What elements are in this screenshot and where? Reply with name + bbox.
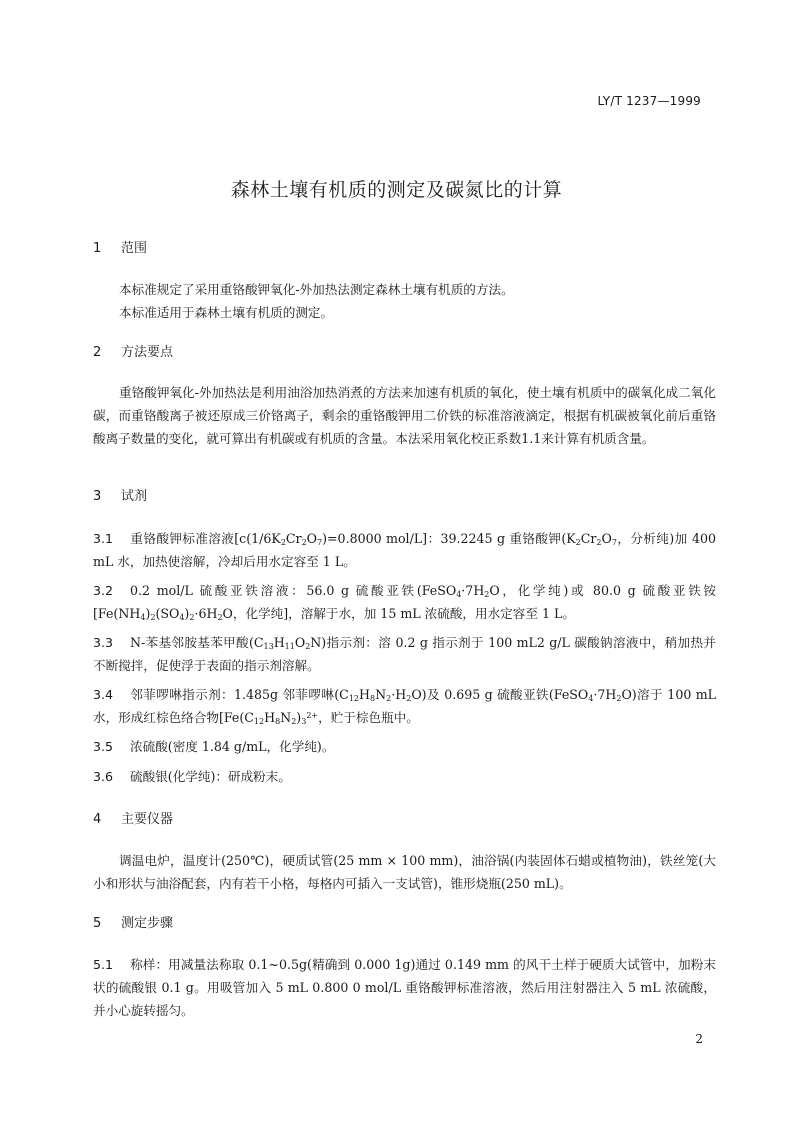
item-text: 硫酸银(化学纯)：研成粉末。 — [130, 769, 291, 784]
standard-code: LY/T 1237—1999 — [597, 94, 701, 108]
section-number: 1 — [93, 241, 102, 256]
subscript: 7 — [611, 538, 617, 547]
subscript: 11 — [284, 642, 295, 651]
item-text: H — [359, 687, 370, 702]
section-heading — [93, 811, 716, 829]
item-text: O)及 0.695 g 硫酸亚铁(FeSO — [411, 687, 589, 702]
subscript: 2 — [217, 613, 223, 622]
subscript: 2 — [386, 694, 392, 703]
item-number: 3.4 — [93, 687, 114, 702]
subscript: 2 — [301, 538, 307, 547]
section-heading — [93, 344, 716, 362]
subscript: 2 — [616, 694, 622, 703]
item-5-1 — [93, 953, 716, 1022]
item-text: ·6H — [194, 606, 218, 621]
subscript: 3 — [301, 717, 307, 726]
subscript: 4 — [179, 613, 185, 622]
paragraph-line: 本标准规定了采用重铬酸钾氧化-外加热法测定森林土壤有机质的方法。 — [119, 282, 514, 297]
section-number: 3 — [93, 489, 102, 504]
item-text: ·7H — [461, 583, 485, 598]
item-3-6 — [93, 765, 716, 788]
item-text: O — [294, 635, 306, 650]
section-1 — [93, 240, 716, 258]
subscript: 2 — [189, 613, 195, 622]
subscript: 12 — [348, 694, 360, 703]
item-text: O，化学纯)或 80.0 g 硫酸亚铁铵 [Fe(NH — [93, 583, 717, 621]
subscript: 12 — [253, 717, 265, 726]
item-number: 3.1 — [93, 531, 114, 546]
section-title: 试剂 — [121, 489, 148, 504]
item-text: ) — [184, 606, 190, 621]
item-text: 0.2 mol/L 硫酸亚铁溶液：56.0 g 硫酸亚铁(FeSO — [130, 583, 457, 598]
item-number: 3.6 — [93, 769, 114, 784]
section-number: 5 — [93, 916, 102, 931]
item-text: O — [601, 531, 612, 546]
section-4-paragraph: 调温电炉，温度计(250℃)，硬质试管(25 mm × 100 mm)，油浴锅(内装固体石蜡或植物油)，铁丝笼(大小和形状与油浴配套，内有若干小格，每格内可插入一支试管)，锥形烧瓶(250 mL)。 — [93, 853, 716, 891]
subscript: 4 — [456, 590, 462, 599]
subscript: 2 — [406, 694, 412, 703]
section-number: 4 — [93, 812, 102, 827]
subscript: 7 — [317, 538, 323, 547]
section-heading — [93, 240, 716, 258]
section-title: 方法要点 — [121, 345, 174, 360]
superscript: 2+ — [306, 711, 319, 720]
section-2 — [93, 344, 716, 362]
item-text: 邻菲啰啉指示剂：1.485g 邻菲啰啉(C — [130, 687, 349, 702]
section-number: 2 — [93, 345, 102, 360]
item-3-2 — [93, 579, 716, 625]
section-title: 范围 — [121, 241, 148, 256]
paragraph-line: 本标准适用于森林土壤有机质的测定。 — [119, 305, 334, 320]
section-heading — [93, 915, 716, 933]
subscript: 8 — [370, 694, 376, 703]
item-text: O，化学纯]，溶解于水，加 15 mL 浓硫酸，用水定容至 1 L。 — [222, 606, 575, 621]
item-text: ·H — [391, 687, 407, 702]
item-number: 3.3 — [93, 635, 114, 650]
item-3-4 — [93, 683, 716, 729]
item-text: N — [280, 710, 292, 725]
section-3 — [93, 488, 716, 506]
item-text: ，分析纯)加 400 mL 水，加热使溶解，冷却后用水定容至 1 L。 — [93, 531, 716, 569]
item-text: N — [375, 687, 387, 702]
item-text: ) — [296, 710, 302, 725]
section-1-body — [93, 278, 716, 324]
item-text: Cr — [285, 531, 302, 546]
item-text: 称样：用减量法称取 0.1~0.5g(精确到 0.000 1g)通过 0.149 mm 的风干土样于硬质大试管中，加粉末状的硫酸银 0.1 g。用吸管加入 5 mL 0.800 0 mol/L 重铬酸钾标准溶液，然后用注射器注入 5 mL 浓硫酸，并小心旋转摇匀。 — [93, 957, 716, 1018]
subscript: 2 — [596, 538, 602, 547]
section-heading — [93, 488, 716, 506]
item-number: 5.1 — [93, 957, 114, 972]
item-3-5 — [93, 735, 716, 758]
subscript: 13 — [263, 642, 274, 651]
subscript: 2 — [291, 717, 297, 726]
section-title: 主要仪器 — [121, 812, 174, 827]
item-text: N-苯基邻胺基苯甲酸(C — [130, 635, 264, 650]
section-4 — [93, 811, 716, 829]
section-2-paragraph: 重铬酸钾氧化-外加热法是利用油浴加热消煮的方法来加速有机质的氧化，使土壤有机质中的碳氧化成二氧化碳，而重铬酸离子被还原成三价铬离子，剩余的重铬酸钾用二价铁的标准溶液滴定，根据有机碳被氧化前后重铬酸离子数量的变化，就可算出有机碳或有机质的含量。本法采用氧化校正系数1.1来计算有机质含量。 — [93, 385, 716, 446]
item-3-1 — [93, 527, 716, 573]
item-text: 重铬酸钾标准溶液[c(1/6K — [130, 531, 281, 546]
subscript: 2 — [150, 613, 156, 622]
subscript: 2 — [305, 642, 311, 651]
subscript: 4 — [140, 613, 146, 622]
section-5 — [93, 915, 716, 933]
item-3-3 — [93, 631, 716, 677]
item-text: O — [306, 531, 317, 546]
document-title: 森林土壤有机质的测定及碳氮比的计算 — [230, 179, 563, 201]
item-text: N)指示剂：溶 0.2 g 指示剂于 100 mL2 g/L 碳酸钠溶液中，稍加热并不断搅拌，促使浮于表面的指示剂溶解。 — [93, 635, 716, 673]
subscript: 2 — [280, 538, 286, 547]
section-title: 测定步骤 — [121, 916, 174, 931]
item-text: ·7H — [593, 687, 617, 702]
item-text: Cr — [580, 531, 597, 546]
item-text: ) — [145, 606, 151, 621]
item-number: 3.2 — [93, 583, 114, 598]
item-text: )=0.8000 mol/L]：39.2245 g 重铬酸钾(K — [322, 531, 576, 546]
item-number: 3.5 — [93, 739, 114, 754]
item-text: H — [264, 710, 276, 725]
subscript: 4 — [588, 694, 594, 703]
subscript: 8 — [275, 717, 281, 726]
subscript: 2 — [575, 538, 581, 547]
item-text: O)溶于 100 mL 水，形成红棕色络合物[Fe(C — [93, 687, 717, 725]
subscript: 2 — [484, 590, 490, 599]
page-number: 2 — [695, 1032, 703, 1046]
item-text: 浓硫酸(密度 1.84 g/mL，化学纯)。 — [130, 739, 335, 754]
item-text: ，贮于棕色瓶中。 — [318, 710, 419, 725]
item-text: (SO — [155, 606, 180, 621]
item-text: H — [273, 635, 285, 650]
